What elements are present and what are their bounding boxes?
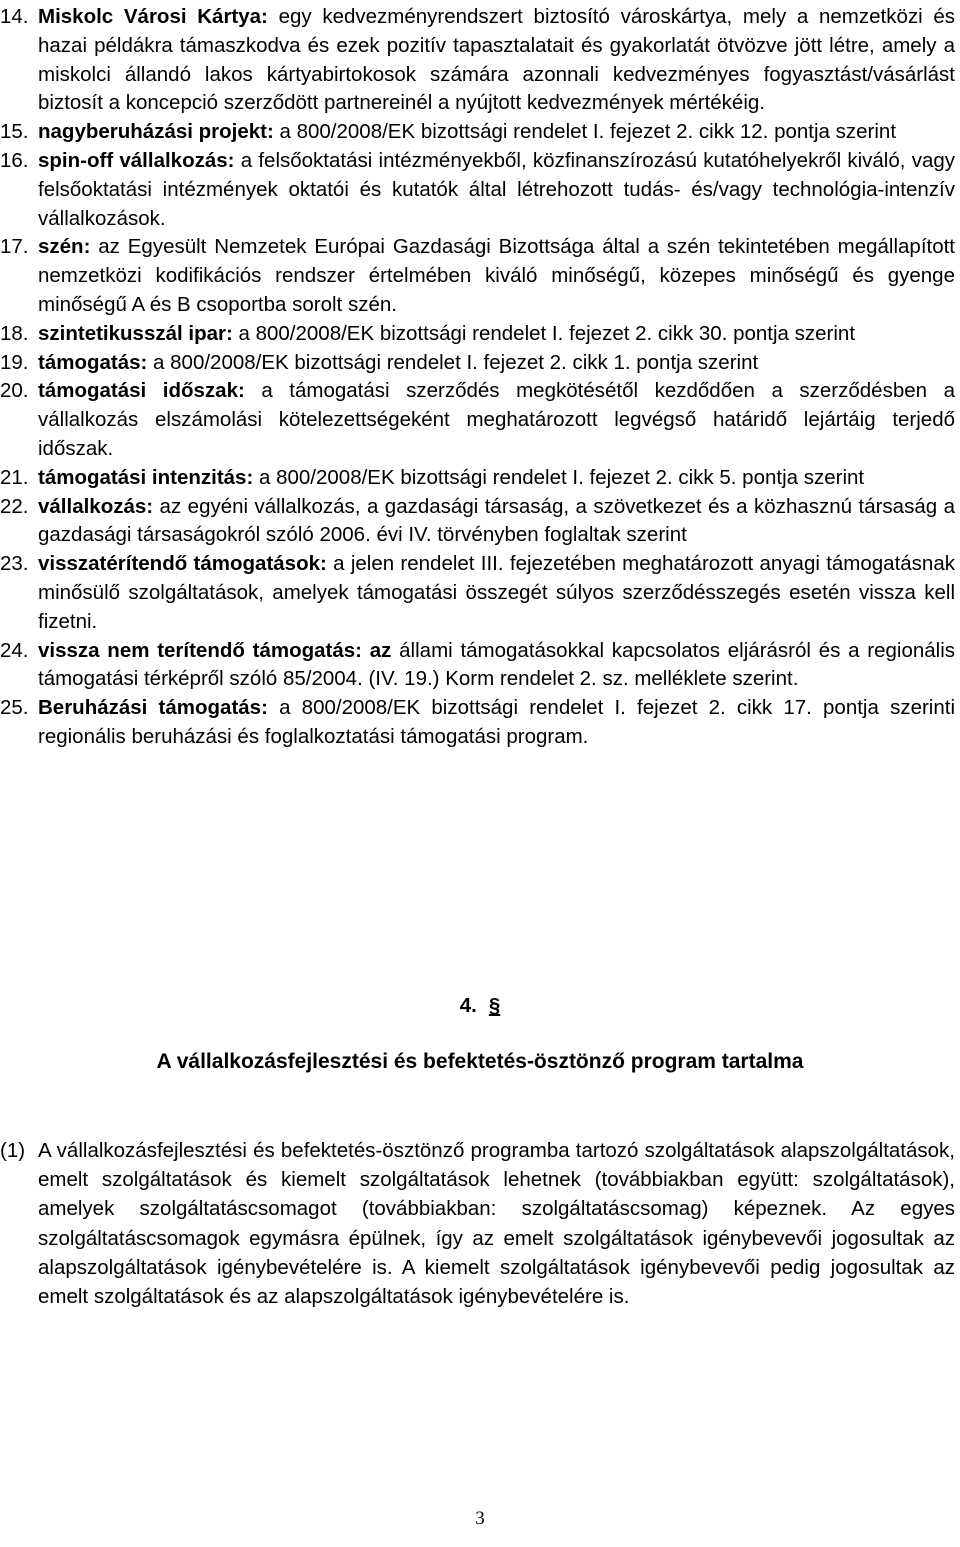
definition-term: vissza nem terítendő támogatás: az [38, 638, 392, 662]
definition-item [0, 464, 960, 493]
definition-number: 24. [0, 638, 29, 662]
paragraph-number: (1) [0, 1139, 26, 1162]
definition-text: a felsőoktatási intézményekből, közfinanszírozású kutatóhelyekről kiváló, vagy felsőoktatási intézmények oktatói és kutatók által létrehozott tudás- és/vagy technológia-intenzív vállalkozások. [38, 148, 956, 230]
definition-number: 21. [0, 465, 29, 489]
definition-item [0, 118, 960, 147]
definition-term: vállalkozás: [38, 494, 154, 518]
definition-item [0, 233, 960, 319]
section-paragraph [0, 1136, 958, 1311]
definition-body [38, 377, 955, 463]
definition-term: támogatási időszak: [38, 379, 245, 403]
definition-item [0, 493, 960, 551]
definition-body [38, 694, 955, 752]
definitions-list [0, 3, 960, 752]
definition-text: a 800/2008/EK bizottsági rendelet I. fejezet 2. cikk 12. pontja szerint [273, 120, 897, 144]
definition-text: egy kedvezményrendszert biztosító városkártya, mely a nemzetközi és hazai példákra támaszkodva és ezek pozitív tapasztalatait és gyakorlatát ötvözve jött létre, amely a miskolci állandó lakos kártyabirtokosok számára azonnali kedvezményes fogyasztást/vásárlást biztosít a koncepció szerződött partnereinél a nyújtott kedvezmények mértékéig. [38, 5, 955, 115]
definition-body [38, 3, 955, 118]
definition-body [38, 493, 955, 551]
definition-term: szén: [38, 235, 91, 259]
definition-term: nagyberuházási projekt: [38, 120, 274, 144]
definition-body [38, 118, 955, 147]
definition-number: 17. [0, 235, 29, 259]
definition-text: a jelen rendelet III. fejezetében meghatározott anyagi támogatásnak minősülő szolgáltatások, amelyek támogatási összegét súlyos szerződésszegés esetén vissza kell fizetni. [38, 552, 955, 633]
section-title: A vállalkozásfejlesztési és befektetés-ösztönző program tartalma [156, 1050, 804, 1073]
section-heading-number [0, 994, 960, 1018]
definition-term: visszatérítendő támogatások: [38, 552, 327, 576]
definition-number: 14. [0, 5, 29, 28]
definition-body [38, 550, 955, 636]
definition-text: a 800/2008/EK bizottsági rendelet I. fejezet 2. cikk 5. pontja szerint [253, 465, 865, 489]
definition-term: támogatási intenzitás: [38, 465, 254, 489]
definition-text: az egyéni vállalkozás, a gazdasági társaság, a szövetkezet és a közhasznú társaság a gazdasági társaságokról szóló 2006. évi IV. törvényben foglaltak szerint [38, 494, 955, 547]
definition-number: 25. [0, 696, 29, 720]
definition-text: az Egyesült Nemzetek Európai Gazdasági Bizottsága által a szén tekintetében megállapított nemzetközi kodifikációs rendszer értelmében kiváló minőségű, közepes minőségű és gyenge minőségű A és B csoportba sorolt szén. [38, 235, 955, 316]
page-number: 3 [475, 1508, 485, 1529]
definition-number: 20. [0, 379, 29, 403]
section-number: 4. [459, 994, 477, 1017]
definition-term: támogatás: [38, 350, 148, 374]
definition-item [0, 349, 960, 378]
definition-number: 18. [0, 321, 29, 345]
definition-body [38, 464, 955, 493]
definition-text: a 800/2008/EK bizottsági rendelet I. fejezet 2. cikk 17. pontja szerinti regionális beruházási és foglalkoztatási támogatási program. [38, 696, 955, 748]
definition-item [0, 377, 960, 463]
definition-number: 15. [0, 120, 29, 144]
definition-term: spin-off vállalkozás: [38, 148, 235, 172]
section-symbol: § [488, 994, 501, 1017]
definition-item [0, 3, 960, 118]
definition-item [0, 320, 960, 349]
definition-body [38, 233, 955, 319]
definition-item [0, 637, 960, 695]
definition-term: Miskolc Városi Kártya: [38, 5, 268, 28]
definition-number: 16. [0, 148, 29, 172]
definition-number: 19. [0, 350, 29, 374]
definition-body [38, 320, 955, 349]
definition-item [0, 694, 960, 752]
definition-number: 22. [0, 494, 29, 518]
definition-text: a 800/2008/EK bizottsági rendelet I. fejezet 2. cikk 30. pontja szerint [232, 321, 856, 345]
definition-item [0, 550, 960, 636]
definition-term: Beruházási támogatás: [38, 696, 268, 720]
definition-item [0, 147, 960, 233]
definition-term: szintetikusszál ipar: [38, 321, 233, 345]
definition-number: 23. [0, 552, 29, 576]
definition-body [38, 637, 955, 695]
definition-text: a támogatási szerződés megkötésétől kezdődően a szerződésben a vállalkozás elszámolási kötelezettségeként meghatározott legvégső határidő lejártáig terjedő időszak. [38, 379, 955, 460]
definition-text: állami támogatásokkal kapcsolatos eljárásról és a regionális támogatási térképről szóló 85/2004. (IV. 19.) Korm rendelet 2. sz. melléklete szerint. [38, 638, 955, 691]
definition-text: a 800/2008/EK bizottsági rendelet I. fejezet 2. cikk 1. pontja szerint [147, 350, 759, 374]
definition-body [38, 147, 955, 233]
paragraph-text: A vállalkozásfejlesztési és befektetés-ösztönző programba tartozó szolgáltatások alapszolgáltatások, emelt szolgáltatások és kiemelt szolgáltatások lehetnek (továbbiakban együtt: szolgáltatások), amelyek szolgáltatáscsomagot (továbbiakban: szolgáltatáscsomag) képeznek. Az egyes szolgáltatáscsomagok egymásra épülnek, így az emelt szolgáltatások igénybevevői jogosultak az alapszolgáltatások igénybevételére is. A kiemelt szolgáltatások igénybevevői pedig jogosultak az emelt szolgáltatások és az alapszolgáltatások igénybevételére is. [38, 1139, 955, 1309]
definition-body [38, 349, 955, 378]
